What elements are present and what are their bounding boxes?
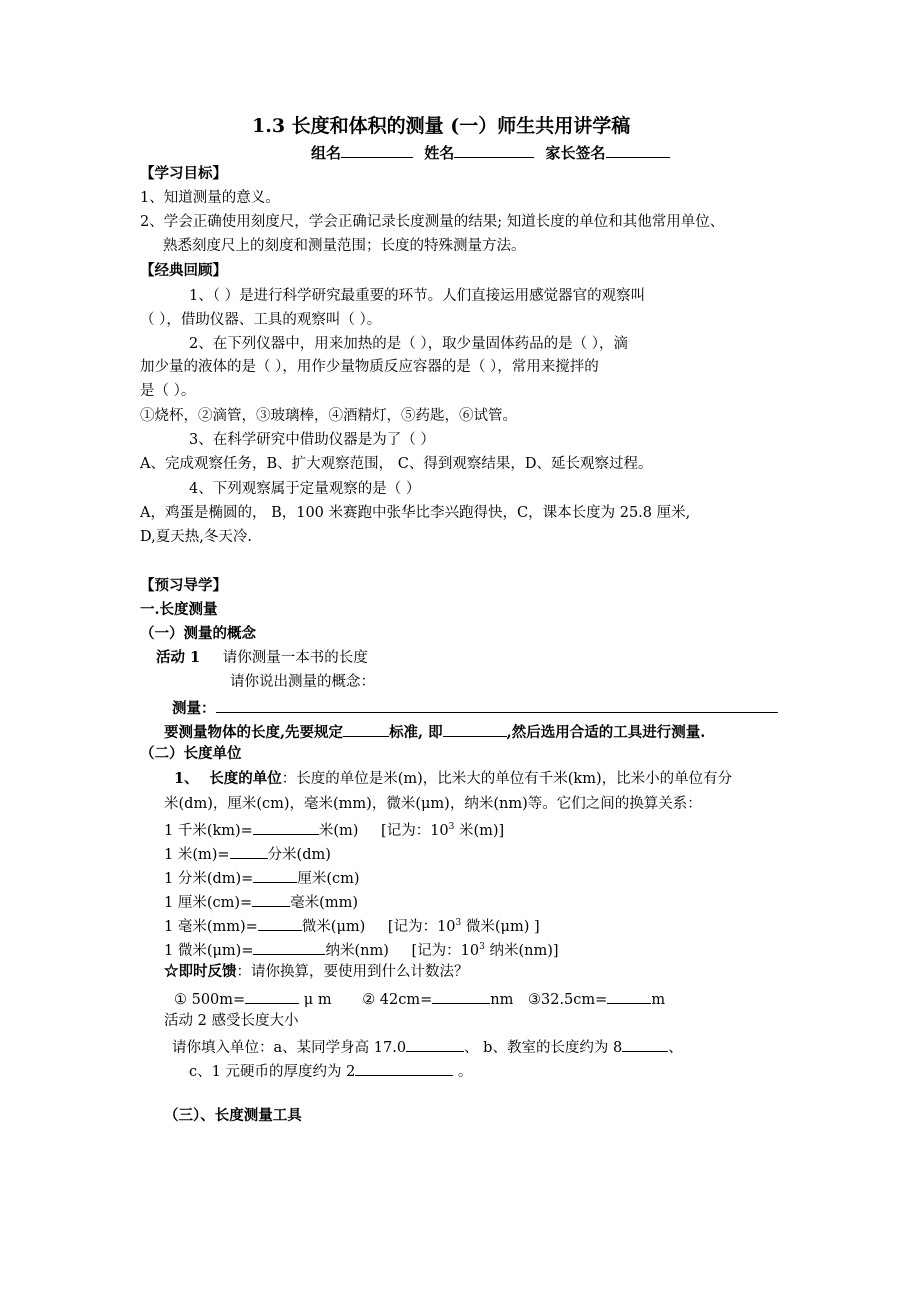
- units-line-a: [174, 769, 732, 789]
- conv-m-blank[interactable]: [230, 842, 268, 859]
- review-heading: 【经典回顾】: [140, 262, 227, 279]
- fill-b: 、 b、教室的长度约为 8: [464, 1040, 623, 1056]
- review-q1b: （ ），借助仪器、工具的观察叫（ ）。: [140, 312, 382, 328]
- objectives-heading: 【学习目标】: [140, 165, 227, 182]
- preview-heading: 【预习导学】: [140, 577, 227, 594]
- ex2-b: nm: [490, 992, 514, 1008]
- units-number: 1、: [174, 770, 199, 787]
- sub-measuring-tools: （三）、长度测量工具: [164, 1107, 302, 1124]
- group-field[interactable]: [341, 141, 413, 158]
- conv-mm-note-b: 微米(μm) ]: [461, 919, 540, 935]
- conv-km-b: 米(m): [318, 823, 359, 839]
- fill-c: 、: [668, 1040, 683, 1056]
- objective-2a: 2、学会正确使用刻度尺，学会正确记录长度测量的结果; 知道长度的单位和其他常用单位、: [140, 214, 725, 230]
- review-q3-options: A、完成观察任务，B、扩大观察范围， C、得到观察结果，D、延长观察过程。: [140, 456, 653, 472]
- feedback-bold: ☆即时反馈: [164, 963, 237, 980]
- activity-1-prompt: 请你说出测量的概念：: [230, 674, 375, 690]
- ex3-blank[interactable]: [607, 987, 651, 1004]
- ex1-a: ① 500m=: [174, 992, 246, 1008]
- conv-um-sup: 3: [479, 942, 485, 953]
- sub-measurement-concept: （一）测量的概念: [140, 625, 256, 642]
- conv-cm-b: 毫米(mm): [290, 895, 358, 911]
- ex2-blank[interactable]: [432, 987, 490, 1004]
- conv-mm-sup: 3: [455, 918, 462, 929]
- conversion-um: [164, 938, 559, 961]
- exercises: [174, 987, 665, 1010]
- conv-dm-b: 厘米(cm): [297, 871, 360, 887]
- conv-m-a: 1 米(m)=: [164, 847, 230, 863]
- review-q2a: 2、在下列仪器中，用来加热的是（ ），取少量固体药品的是（ ），滴: [189, 336, 628, 352]
- review-q4: 4、下列观察属于定量观察的是（ ）: [189, 481, 421, 497]
- conversion-mm: [164, 914, 540, 937]
- conversion-cm: [164, 890, 358, 913]
- conv-mm-a: 1 毫米(mm)=: [164, 919, 258, 935]
- name-label: 姓名: [424, 144, 455, 162]
- conv-um-blank[interactable]: [253, 938, 325, 955]
- conv-mm-b: 微米(μm): [301, 919, 366, 935]
- conv-dm-blank[interactable]: [253, 866, 297, 883]
- conv-km-note-b: 米(m)]: [454, 823, 505, 839]
- conv-mm-blank[interactable]: [258, 914, 302, 931]
- review-q3: 3、在科学研究中借助仪器是为了（ ）: [189, 432, 435, 448]
- fill-blank-height[interactable]: [406, 1035, 464, 1052]
- measure-line: [172, 696, 778, 719]
- activity-1-text: 请你测量一本书的长度: [222, 650, 368, 666]
- units-text-a: ：长度的单位是米(m)，比米大的单位有千米(km)，比米小的单位有分: [281, 771, 733, 787]
- header-fields: [311, 141, 670, 163]
- units-line-b: 米(dm)，厘米(cm)，毫米(mm)，微米(μm)，纳米(nm)等。它们之间的换算关系：: [164, 796, 702, 812]
- ex3-a: ③32.5cm=: [528, 992, 608, 1008]
- conv-cm-a: 1 厘米(cm)=: [164, 895, 253, 911]
- objective-1: 1、知道测量的意义。: [140, 190, 280, 206]
- review-q2b: 加少量的液体的是（ ），用作少量物质反应容器的是（ ），常用来搅拌的: [140, 359, 599, 375]
- conv-cm-blank[interactable]: [252, 890, 290, 907]
- conv-um-note-a: [记为：10: [411, 943, 480, 959]
- name-field[interactable]: [454, 141, 534, 158]
- fill-e: 。: [453, 1064, 473, 1080]
- conv-km-blank[interactable]: [253, 818, 319, 835]
- conversion-dm: [164, 866, 360, 889]
- parent-signature-label: 家长签名: [545, 144, 606, 162]
- conv-um-note-b: 纳米(nm)]: [484, 943, 559, 959]
- sub-length-units: （二）长度单位: [140, 745, 242, 762]
- units-bold: 长度的单位: [209, 770, 282, 787]
- ex1-blank[interactable]: [245, 987, 299, 1004]
- fill-blank-coin[interactable]: [355, 1059, 453, 1076]
- conv-dm-a: 1 分米(dm)=: [164, 871, 254, 887]
- conv-um-b: 纳米(nm): [325, 943, 389, 959]
- measure-rule: [164, 720, 705, 743]
- review-q2c: 是（ ）。: [140, 383, 196, 399]
- fill-d: c、1 元硬币的厚度约为 2: [189, 1064, 356, 1080]
- measure-definition-field[interactable]: [216, 696, 778, 713]
- ex1-b: μ m: [299, 992, 332, 1008]
- activity-1: [156, 648, 368, 668]
- rule-text-c: ,然后选用合适的工具进行测量.: [506, 724, 706, 741]
- parent-signature-field[interactable]: [606, 141, 670, 158]
- review-q4-options-b: D,夏天热,冬天冷.: [140, 529, 252, 545]
- instant-feedback: [164, 962, 469, 982]
- rule-text-a: 要测量物体的长度,先要规定: [164, 724, 344, 741]
- conv-km-note-a: [记为：10: [381, 823, 449, 839]
- conv-m-b: 分米(dm): [267, 847, 331, 863]
- ex2-a: ② 42cm=: [362, 992, 433, 1008]
- fill-units-line-b: [189, 1059, 472, 1082]
- review-q2-options: ①烧杯，②滴管，③玻璃棒，④酒精灯，⑤药匙，⑥试管。: [140, 408, 517, 424]
- conversion-m: [164, 842, 331, 865]
- activity-2: 活动 2 感受长度大小: [164, 1013, 299, 1029]
- rule-text-b: 标准, 即: [389, 724, 443, 741]
- fill-units-line-a: [172, 1035, 683, 1058]
- conversion-km: [164, 818, 504, 841]
- objective-2b: 熟悉刻度尺上的刻度和测量范围；长度的特殊测量方法。: [163, 238, 526, 254]
- conv-mm-note-a: [记为：10: [387, 919, 456, 935]
- conv-um-a: 1 微米(μm)=: [164, 943, 254, 959]
- rule-blank-1[interactable]: [343, 720, 389, 737]
- rule-blank-2[interactable]: [443, 720, 507, 737]
- review-q4-options-a: A，鸡蛋是椭圆的， B，100 米赛跑中张华比李兴跑得快，C，课本长度为 25.8 厘米,: [140, 505, 691, 521]
- activity-1-label: 活动 1: [156, 649, 201, 666]
- measure-label: 测量：: [172, 700, 216, 717]
- fill-a: 请你填入单位：a、某同学身高 17.0: [172, 1040, 407, 1056]
- page-title: 1.3 长度和体积的测量 (一）师生共用讲学稿: [252, 115, 631, 137]
- conv-km-sup: 3: [448, 822, 455, 833]
- feedback-text: ：请你换算，要使用到什么计数法？: [236, 964, 469, 980]
- review-q1a: 1、（ ）是进行科学研究最重要的环节。人们直接运用感觉器官的观察叫: [189, 288, 646, 304]
- section-length-measurement: 一.长度测量: [140, 601, 218, 618]
- conv-km-a: 1 千米(km)=: [164, 823, 253, 839]
- ex3-b: m: [651, 992, 666, 1008]
- group-label: 组名: [311, 144, 342, 162]
- fill-blank-classroom[interactable]: [622, 1035, 668, 1052]
